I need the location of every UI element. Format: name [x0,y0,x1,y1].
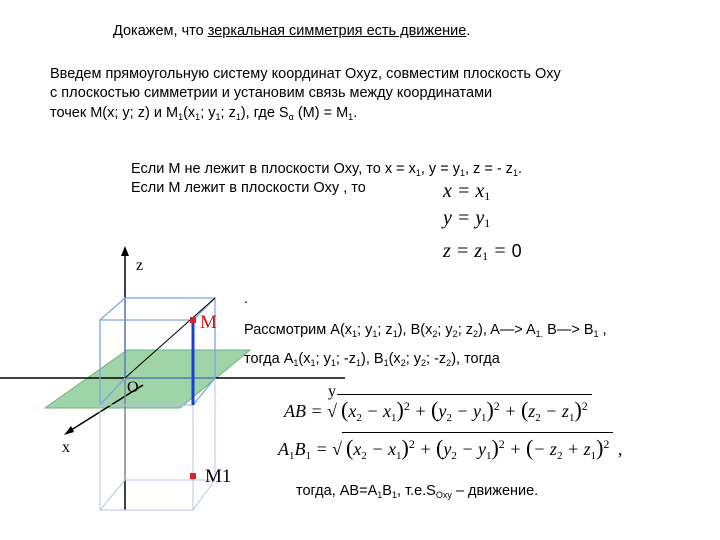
page-title [113,22,470,40]
intro-line-1: Введем прямоугольную систему координат Oxyz, совместим плоскость Oxy [50,66,561,82]
label-m: M [200,312,217,333]
title-underlined: зеркальная симметрия есть движение [207,23,467,39]
equation-y: $y = y_1$ [443,207,491,230]
formula-a1b1: $A_1B_1$ = √ $(x_2 - x_1)^2 + (y_2 - y_1)^2$ + (− $z_2 + z_1)^2$ , [278,432,622,461]
intro-line-3: точек M(x; y; z) и $M_1(x_1$; $y_1$; $z_1$), где $S_\alpha$ $(M) = M_1$. [50,105,358,122]
bullet-dot: . [244,291,249,307]
label-y: y [328,383,336,400]
conclusion: тогда, $AB=A_1B_1$, $т.е.S_{Oxy}$ – движение. [296,483,539,500]
consider-points: Рассмотрим $A(x_1$; $y_1$; $z_1$), $B(x_2$; $y_2$; $z_2$), A—> $A_{1.}$ B—> $B_1$ , [244,322,607,339]
symmetry-plane [45,350,250,408]
label-x: x [62,439,70,456]
point-m1 [190,473,196,479]
label-z: z [136,257,144,274]
title-prefix: Докажем, что [113,23,208,39]
equation-z: $z = z_1 = 0$ [443,240,522,263]
label-o: O [127,379,139,396]
intro-line-2: с плоскостью симметрии и установим связь между координатами [50,85,493,101]
label-m1: M1 [205,466,232,487]
point-m [190,317,196,323]
then-images: тогда $A_1(x_1$; $y_1$; $-z_1$), $B_1(x_2$; $y_2$; $-z_2$), тогда [244,351,500,368]
equation-x: $x = x_1$ [443,180,491,203]
coordinate-diagram [0,240,336,510]
case-in-plane: Если M лежит в плоскости Oxy , то [131,180,366,196]
title-suffix: . [466,23,471,39]
x-axis-arrow [64,426,74,435]
formula-ab: AB = √ $(x_2 - x_1)^2 + (y_2 - y_1)^2 + (z_2 - z_1)^2$ [284,394,592,423]
case-not-in-plane: Если M не лежит в плоскости Oxy, то $x = x_1$, $y = y_1$, z = - $z_1$. [131,161,522,178]
z-axis-arrow [121,246,129,256]
